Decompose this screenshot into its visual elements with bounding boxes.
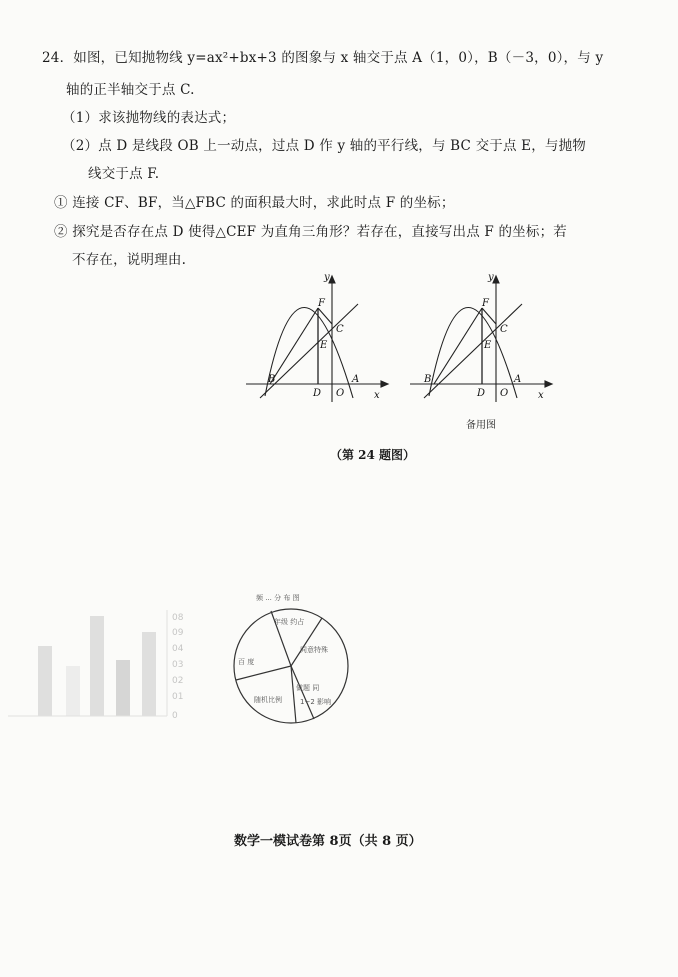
- segment-cf: [318, 308, 332, 324]
- label-E: E: [320, 340, 328, 351]
- pie-label-5: 做题 同: [296, 684, 320, 692]
- label-D: D: [313, 388, 322, 399]
- label-A: A: [352, 374, 360, 385]
- label-O: O: [500, 388, 509, 399]
- bleed-through-pie-chart: [226, 586, 356, 734]
- pie-label-3: 同意特殊: [300, 646, 328, 654]
- question-2-line-2: 线交于点 F.: [88, 166, 160, 182]
- bleed-through-bar-chart: [2, 606, 192, 740]
- pie-title: 频 ... 分 布 图: [256, 594, 300, 602]
- bar-1: [38, 646, 52, 716]
- pie-label-1: 年级 约占: [274, 618, 305, 626]
- segment-cf: [482, 308, 496, 324]
- pie-label-4: 随机比例: [254, 696, 282, 704]
- label-F: F: [318, 298, 325, 309]
- label-y: y: [488, 272, 494, 283]
- label-C: C: [336, 324, 344, 335]
- figure-caption: （第 24 题图）: [330, 448, 416, 462]
- tick-5: 01: [172, 692, 184, 702]
- x-axis-arrow: [545, 381, 552, 387]
- y-axis-arrow: [493, 276, 499, 283]
- bar-4: [116, 660, 130, 716]
- question-1: （1）求该抛物线的表达式；: [62, 110, 236, 126]
- label-F: F: [482, 298, 489, 309]
- label-B: B: [424, 374, 432, 385]
- label-E: E: [484, 340, 492, 351]
- x-axis-arrow: [381, 381, 388, 387]
- tick-3: 03: [172, 660, 184, 670]
- label-O: O: [336, 388, 345, 399]
- tick-6: 0: [172, 711, 178, 721]
- subquestion-1: ① 连接 CF、BF，当△FBC 的面积最大时，求此时点 F 的坐标；: [54, 195, 455, 211]
- subquestion-2-line-1: ② 探究是否存在点 D 使得△CEF 为直角三角形？若存在，直接写出点 F 的坐标；若: [54, 224, 567, 240]
- bar-2: [66, 666, 80, 716]
- label-C: C: [500, 324, 508, 335]
- pie-label-6: 1~2 影响: [300, 698, 331, 706]
- tick-4: 02: [172, 676, 184, 686]
- label-x: x: [374, 390, 380, 401]
- parabola-figure-main: [240, 268, 400, 408]
- subquestion-2-line-2: 不存在，说明理由.: [72, 252, 187, 268]
- pie-label-2: 百 度: [238, 658, 255, 666]
- label-x: x: [538, 390, 544, 401]
- bar-5: [142, 632, 156, 716]
- page-footer: 数学一模试卷第 8页（共 8 页）: [234, 834, 422, 849]
- parabola-figure-backup: [404, 268, 564, 408]
- problem-line-1: 24．如图，已知抛物线 y=ax²+bx+3 的图象与 x 轴交于点 A（1，0），B（－3，0），与 y: [42, 50, 604, 66]
- label-D: D: [477, 388, 486, 399]
- tick-0: 08: [172, 613, 184, 623]
- tick-2: 04: [172, 644, 184, 654]
- tick-1: 09: [172, 628, 184, 638]
- backup-figure-caption: 备用图: [466, 420, 496, 431]
- label-A: A: [514, 374, 522, 385]
- question-2-line-1: （2）点 D 是线段 OB 上一动点，过点 D 作 y 轴的平行线，与 BC 交于点 E，与抛物: [62, 138, 587, 154]
- problem-line-2: 轴的正半轴交于点 C.: [66, 82, 195, 98]
- pie-divider-3: [236, 666, 291, 680]
- bar-3: [90, 616, 104, 716]
- label-B: B: [268, 374, 276, 385]
- label-y: y: [324, 272, 330, 283]
- y-axis-arrow: [329, 276, 335, 283]
